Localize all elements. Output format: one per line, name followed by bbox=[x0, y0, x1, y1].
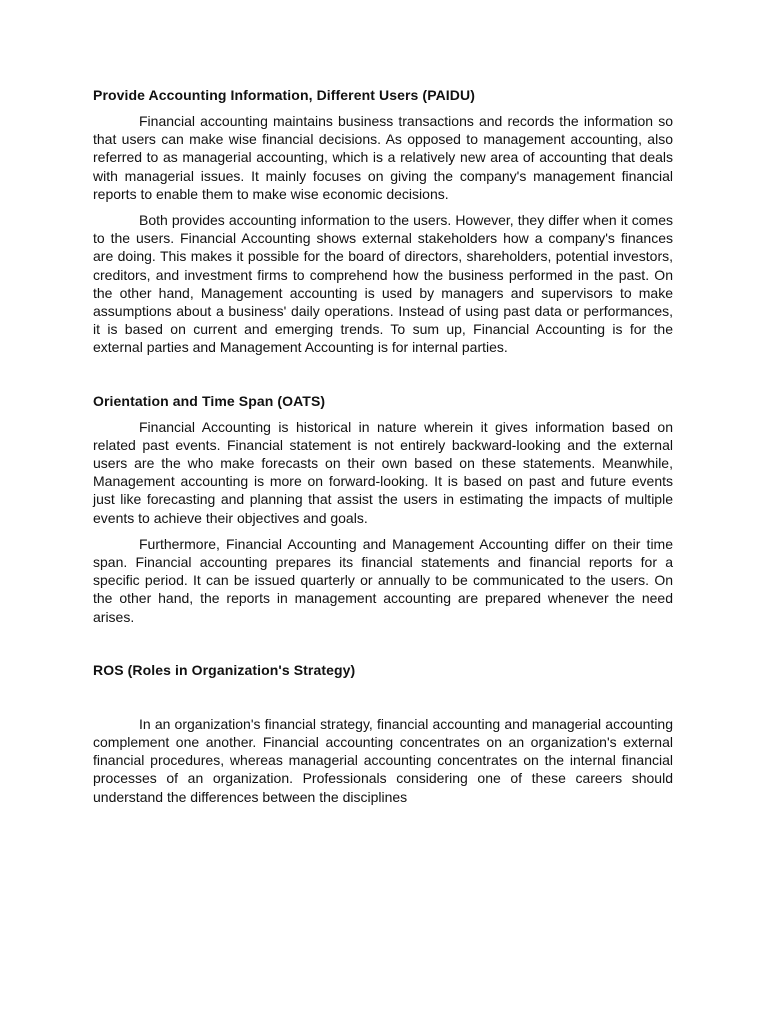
paragraph: Financial accounting maintains business transactions and records the information so that users can make wise financial decisions. As opposed to management accounting, also referred to as managerial accounting, which is a relatively new area of accounting that deals with managerial issues. It mainly focuses on giving the company's management financial reports to enable them to make wise economic decisions. bbox=[93, 113, 673, 202]
paragraph: Both provides accounting information to the users. However, they differ when it comes to the users. Financial Accounting shows external stakeholders how a company's finances are doing. This makes it possible for the board of directors, shareholders, potential investors, creditors, and investment firms to comprehend how the business performed in the past. On the other hand, Management accounting is used by managers and supervisors to make assumptions about a business' daily operations. Instead of using past data or performances, it is based on current and emerging trends. To sum up, Financial Accounting is for the external parties and Management Accounting is for internal parties. bbox=[93, 212, 673, 356]
paragraph: Furthermore, Financial Accounting and Management Accounting differ on their time span. Financial accounting prepares its financial statements and financial reports for a specific period. It can be issued quarterly or annually to be communicated to the users. On the other hand, the reports in management accounting are prepared whenever the need arises. bbox=[93, 535, 673, 625]
paragraph: Financial Accounting is historical in nature wherein it gives information based on related past events. Financial statement is not entirely backward-looking and the external users are the who make forecasts on their own based on these statements. Meanwhile, Management accounting is more on forward-looking. It is based on past and future events just like forecasting and planning that assist the users in estimating the impacts of multiple events to achieve their objectives and goals. bbox=[93, 418, 673, 526]
paragraph: In an organization's financial strategy, financial accounting and managerial accounting complement one another. Financial accounting concentrates on an organization's external financial procedures, whereas managerial accounting concentrates on the internal financial processes of an organization. Professionals considering one of these careers should understand the differences between the disciplines bbox=[93, 715, 673, 805]
section-heading-ros: ROS (Roles in Organization's Strategy) bbox=[93, 661, 356, 678]
section-heading-paidu: Provide Accounting Information, Different Users (PAIDU) bbox=[93, 87, 475, 103]
section-heading-oats: Orientation and Time Span (OATS) bbox=[93, 392, 326, 409]
document-page bbox=[93, 86, 673, 806]
